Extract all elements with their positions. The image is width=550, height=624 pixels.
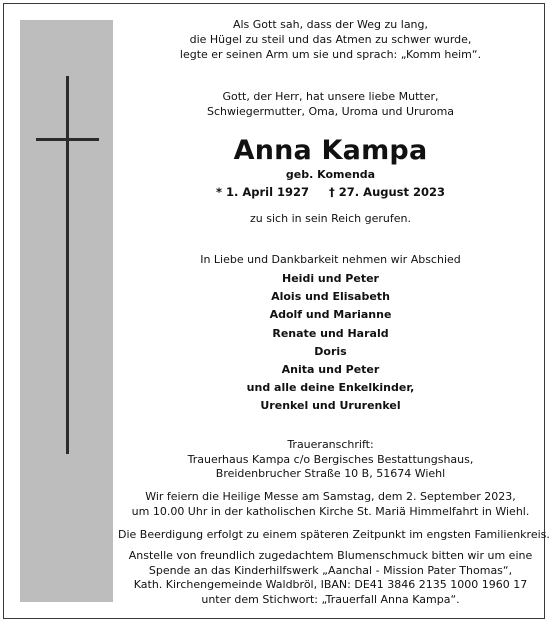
mass-line: um 10.00 Uhr in der katholischen Kirche St. Mariä Himmelfahrt in Wiehl. [131, 504, 530, 518]
poem-line: die Hügel zu steil und das Atmen zu schwer wurde, [189, 33, 472, 46]
address-line: Breidenbrucher Straße 10 B, 51674 Wiehl [215, 467, 446, 480]
poem-line: legte er seinen Arm um sie und sprach: „Komm heim“. [179, 48, 482, 61]
death-date: † 27. August 2023 [329, 185, 446, 199]
mourning-address [118, 438, 543, 482]
address-line: Traueranschrift: [287, 438, 374, 451]
donation-notice [118, 549, 543, 607]
poem-line: Als Gott sah, dass der Weg zu lang, [232, 18, 429, 31]
mourner-name: Renate und Harald [272, 326, 389, 340]
cross-icon-vertical-beam [66, 76, 69, 454]
announcement-intro [118, 89, 543, 119]
deceased-name: Anna Kampa [233, 135, 428, 166]
mourner-name: Anita und Peter [281, 363, 380, 377]
life-dates [118, 185, 543, 200]
cross-icon-horizontal-beam [36, 138, 99, 141]
mass-notice [118, 490, 543, 519]
taken-home-text: zu sich in sein Reich gerufen. [250, 212, 411, 225]
mourner-name: und alle deine Enkelkinder, [246, 381, 415, 395]
farewell-text: In Liebe und Dankbarkeit nehmen wir Abschied [200, 253, 461, 266]
burial-notice: Die Beerdigung erfolgt zu einem späteren Zeitpunkt im engsten Familienkreis. [118, 528, 550, 541]
mourners-list [118, 270, 543, 416]
mourner-name: Heidi und Peter [282, 272, 379, 285]
poem-verse [118, 17, 543, 62]
mass-line: Wir feiern die Heilige Messe am Samstag, dem 2. September 2023, [145, 490, 516, 503]
birth-date: * 1. April 1927 [215, 185, 310, 199]
donation-line: Anstelle von freundlich zugedachtem Blumenschmuck bitten wir um eine [128, 549, 533, 562]
intro-line: Gott, der Herr, hat unsere liebe Mutter, [222, 90, 439, 103]
intro-line: Schwiegermutter, Oma, Uroma und Ururoma [206, 105, 455, 118]
birth-name: geb. Komenda [285, 168, 376, 181]
donation-line: unter dem Stichwort: „Trauerfall Anna Kampa“. [201, 592, 460, 606]
mourner-name: Doris [314, 344, 347, 358]
donation-line: Kath. Kirchengemeinde Waldbröl, IBAN: DE41 3846 2135 1000 1960 17 [133, 578, 528, 591]
donation-line: Spende an das Kinderhilfswerk „Aanchal - Mission Pater Thomas“, [148, 563, 513, 577]
address-line: Trauerhaus Kampa c/o Bergisches Bestattungshaus, [187, 452, 474, 466]
mourner-name: Adolf und Marianne [269, 308, 392, 322]
mourner-name: Urenkel und Ururenkel [260, 399, 401, 413]
mourner-name: Alois und Elisabeth [271, 290, 390, 304]
